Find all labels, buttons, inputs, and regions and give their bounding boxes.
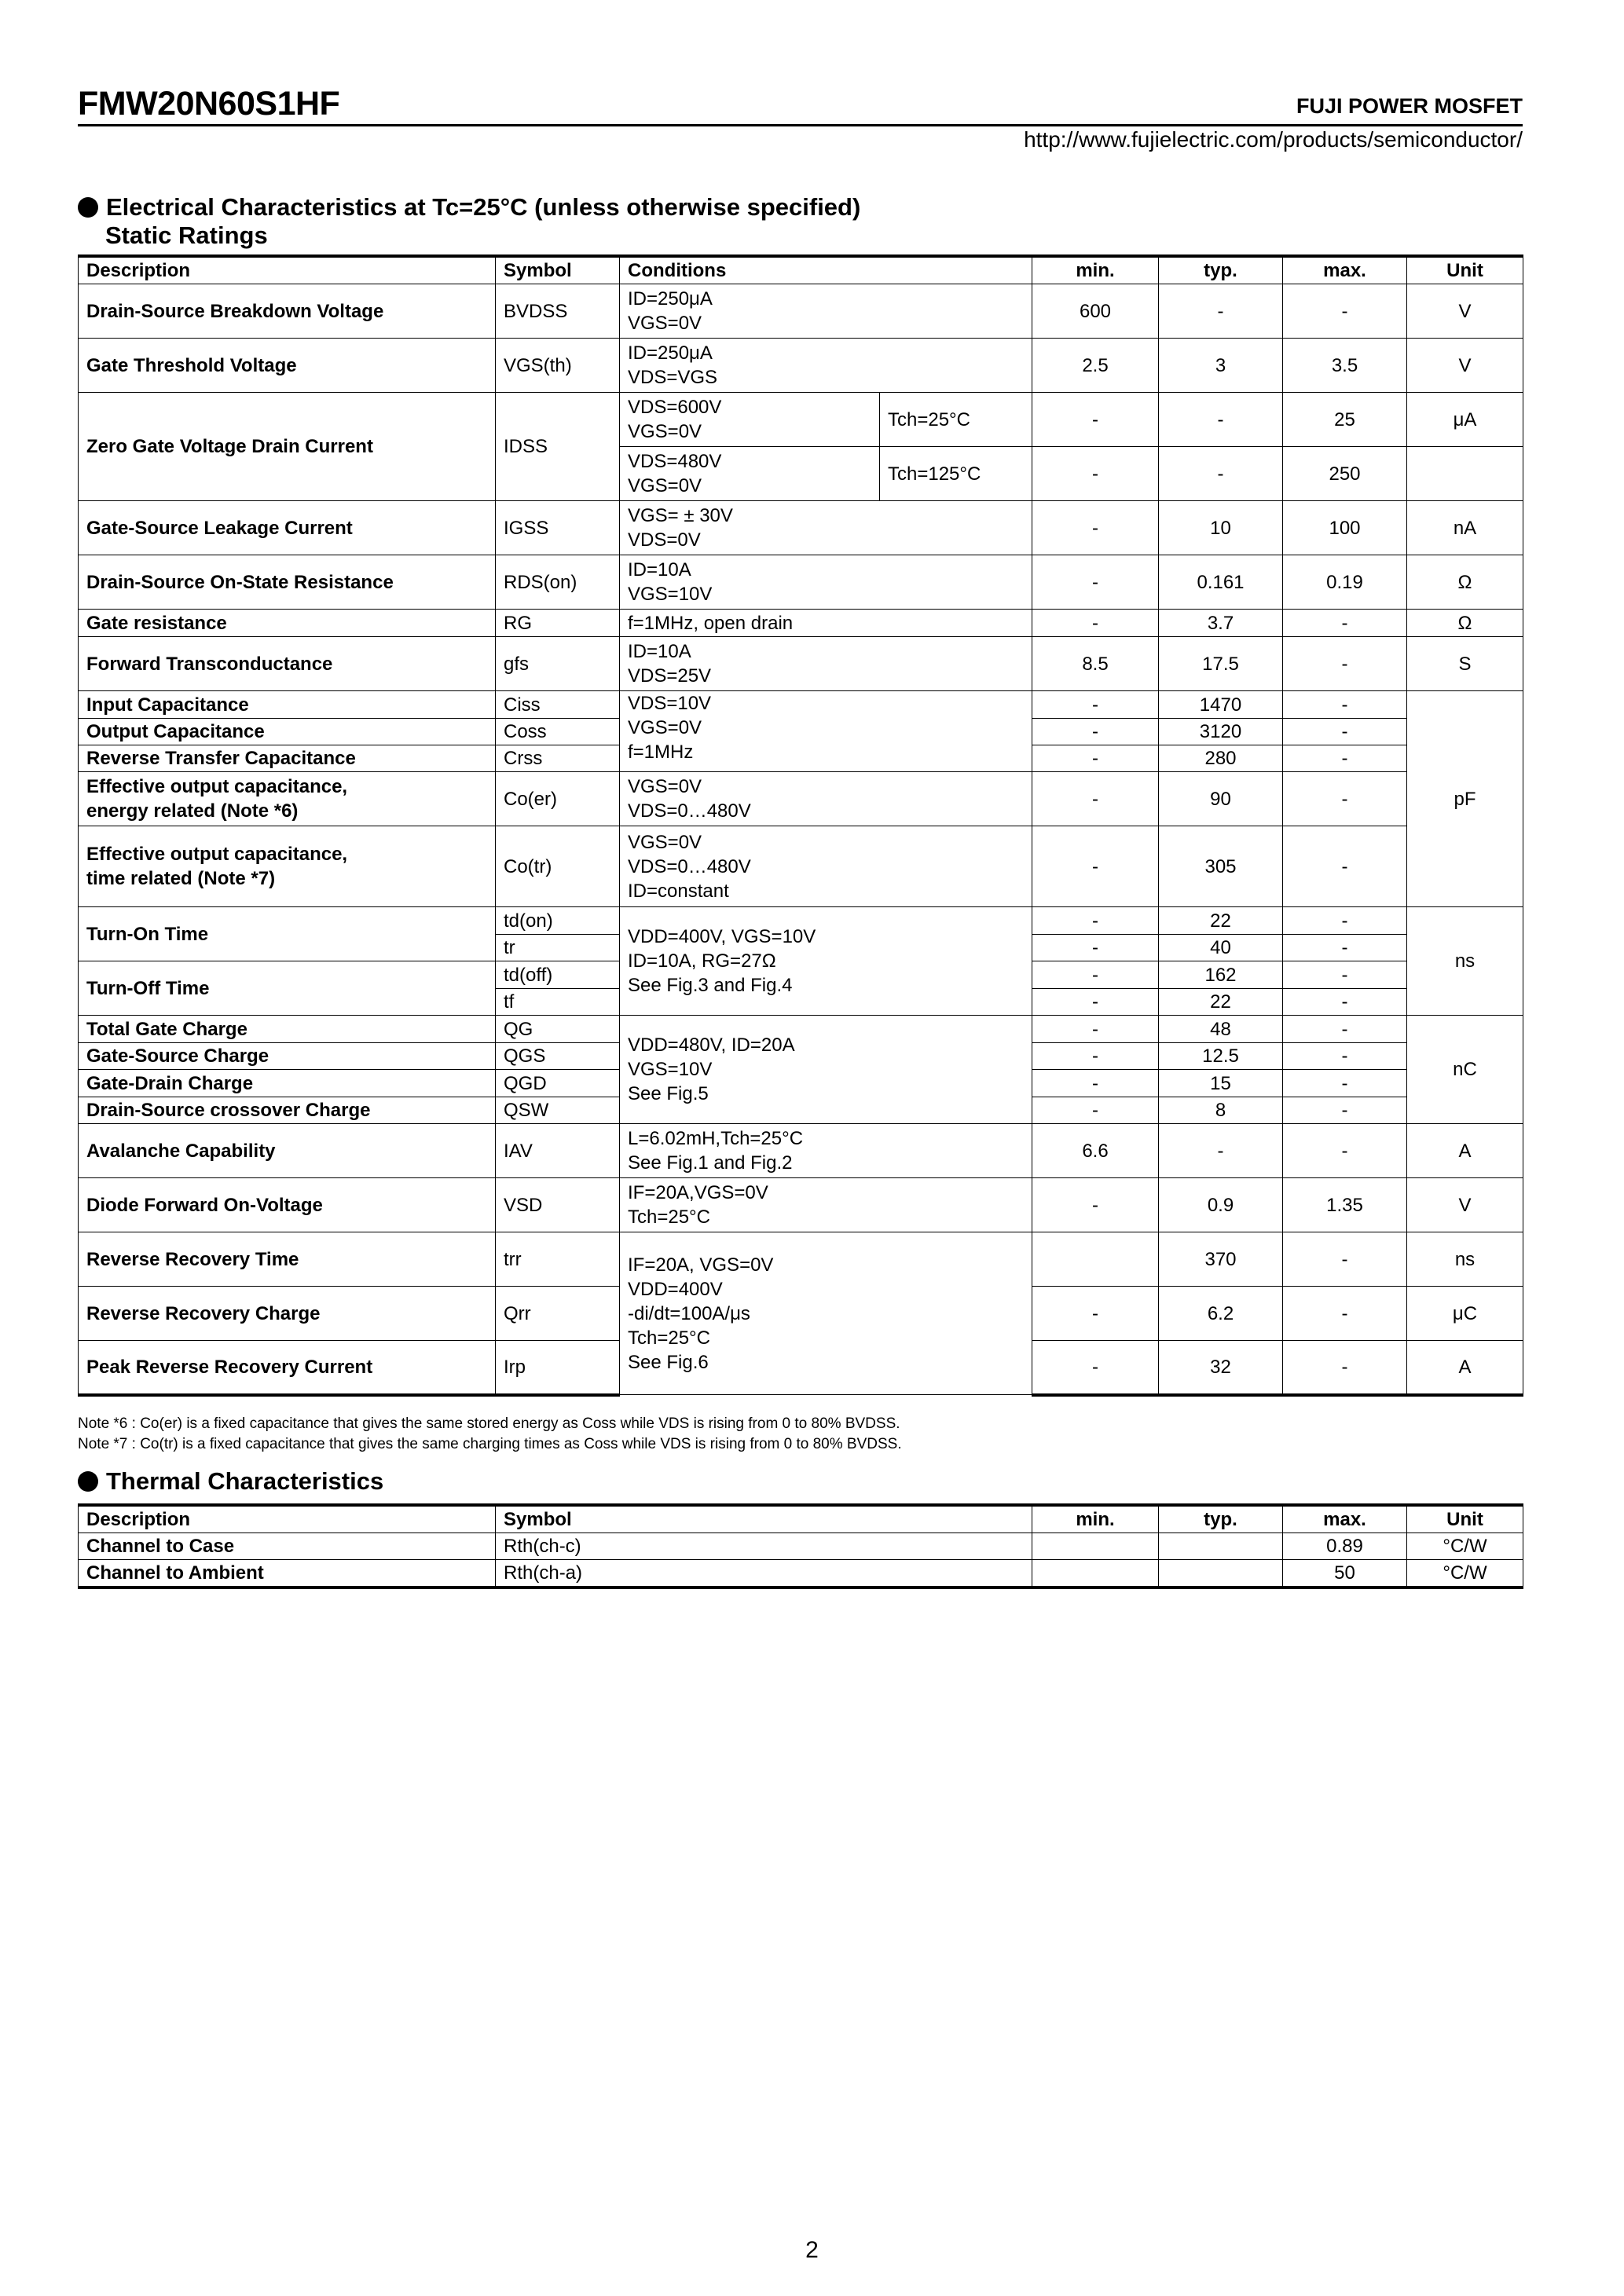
- row-min: -: [1032, 1341, 1159, 1395]
- part-number: FMW20N60S1HF: [78, 85, 340, 123]
- col-min: min.: [1032, 256, 1159, 284]
- row-min: -: [1032, 961, 1159, 989]
- row-symbol: QGS: [496, 1043, 620, 1070]
- capacitance-conditions: VDS=10V VGS=0V f=1MHz: [620, 691, 1032, 772]
- row-symbol: BVDSS: [496, 284, 620, 339]
- table-row: [79, 339, 1523, 393]
- row-symbol: Co(tr): [496, 826, 620, 907]
- row-max: 0.19: [1283, 555, 1407, 610]
- table-row: [79, 284, 1523, 339]
- row-unit: ns: [1407, 1232, 1523, 1287]
- row-min: [1032, 1232, 1159, 1287]
- row-max: -: [1283, 637, 1407, 691]
- row-symbol: Co(er): [496, 772, 620, 826]
- row-conditions: VGS= ± 30V VDS=0V: [620, 501, 1032, 555]
- row-unit: °C/W: [1407, 1560, 1523, 1588]
- row-unit: [1407, 447, 1523, 501]
- row-max: 100: [1283, 501, 1407, 555]
- row-typ: 0.9: [1159, 1178, 1283, 1232]
- row-description: Effective output capacitance, time related (Note *7): [79, 826, 496, 907]
- row-conditions: VDS=600V VGS=0V: [620, 393, 880, 447]
- col-unit: Unit: [1407, 256, 1523, 284]
- row-description: Reverse Recovery Time: [79, 1232, 496, 1287]
- row-min: -: [1032, 719, 1159, 745]
- row-description: Avalanche Capability: [79, 1124, 496, 1178]
- row-min: -: [1032, 1287, 1159, 1341]
- row-min: -: [1032, 935, 1159, 961]
- row-conditions: L=6.02mH,Tch=25°C See Fig.1 and Fig.2: [620, 1124, 1032, 1178]
- gate-charge-conditions: VDD=480V, ID=20A VGS=10V See Fig.5: [620, 1016, 1032, 1124]
- col-symbol: Symbol: [496, 256, 620, 284]
- row-typ: 1470: [1159, 691, 1283, 719]
- row-description: Gate Threshold Voltage: [79, 339, 496, 393]
- table-row: [79, 637, 1523, 691]
- row-max: -: [1283, 907, 1407, 935]
- row-max: 1.35: [1283, 1178, 1407, 1232]
- row-symbol: td(on): [496, 907, 620, 935]
- table-row: [79, 772, 1523, 826]
- row-min: -: [1032, 1070, 1159, 1097]
- row-min: -: [1032, 555, 1159, 610]
- reverse-recovery-conditions: IF=20A, VGS=0V VDD=400V -di/dt=100A/μs Tch=25°C See Fig.6: [620, 1232, 1032, 1395]
- row-description: Zero Gate Voltage Drain Current: [79, 393, 496, 501]
- row-min: -: [1032, 393, 1159, 447]
- row-typ: 32: [1159, 1341, 1283, 1395]
- page-number: 2: [805, 2237, 819, 2263]
- row-typ: 0.161: [1159, 555, 1283, 610]
- table-notes: [78, 1414, 902, 1455]
- row-typ: 3120: [1159, 719, 1283, 745]
- table-row: [79, 1533, 1523, 1560]
- electrical-characteristics-table: [78, 255, 1523, 1397]
- row-typ: [1159, 1533, 1283, 1560]
- row-max: -: [1283, 1043, 1407, 1070]
- row-unit: V: [1407, 339, 1523, 393]
- row-max: -: [1283, 1124, 1407, 1178]
- row-max: -: [1283, 1070, 1407, 1097]
- gate-charge-unit: nC: [1407, 1016, 1523, 1124]
- row-description: Drain-Source On-State Resistance: [79, 555, 496, 610]
- row-description: Turn-Off Time: [79, 961, 496, 1016]
- row-max: -: [1283, 1097, 1407, 1124]
- row-typ: 90: [1159, 772, 1283, 826]
- row-typ: 3.7: [1159, 610, 1283, 637]
- row-min: [1032, 1560, 1159, 1588]
- row-description: Drain-Source crossover Charge: [79, 1097, 496, 1124]
- row-max: -: [1283, 1016, 1407, 1043]
- row-min: 600: [1032, 284, 1159, 339]
- row-symbol: VGS(th): [496, 339, 620, 393]
- row-symbol: QGD: [496, 1070, 620, 1097]
- row-max: 250: [1283, 447, 1407, 501]
- row-symbol: Rth(ch-a): [496, 1560, 1032, 1588]
- row-unit: μA: [1407, 393, 1523, 447]
- row-typ: 162: [1159, 961, 1283, 989]
- row-max: -: [1283, 1232, 1407, 1287]
- table-row: [79, 691, 1523, 719]
- row-symbol: RDS(on): [496, 555, 620, 610]
- table-row: [79, 393, 1523, 447]
- row-max: -: [1283, 1341, 1407, 1395]
- table-row: [79, 1178, 1523, 1232]
- table-row: [79, 907, 1523, 935]
- note-6: Note *6 : Co(er) is a fixed capacitance that gives the same stored energy as Coss while VDS is rising from 0 to 80% BVDSS.: [78, 1415, 900, 1432]
- thermal-title-text: Thermal Characteristics: [106, 1467, 384, 1495]
- row-symbol: Ciss: [496, 691, 620, 719]
- row-symbol: IAV: [496, 1124, 620, 1178]
- row-min: -: [1032, 501, 1159, 555]
- row-description: Gate-Source Leakage Current: [79, 501, 496, 555]
- row-conditions: VGS=0V VDS=0…480V: [620, 772, 1032, 826]
- row-typ: 8: [1159, 1097, 1283, 1124]
- bullet-icon: [78, 197, 98, 218]
- row-min: 2.5: [1032, 339, 1159, 393]
- row-min: -: [1032, 1016, 1159, 1043]
- row-max: -: [1283, 935, 1407, 961]
- row-description: Gate-Source Charge: [79, 1043, 496, 1070]
- col-symbol: Symbol: [496, 1505, 1032, 1533]
- row-min: -: [1032, 745, 1159, 772]
- col-typ: typ.: [1159, 1505, 1283, 1533]
- row-description: Turn-On Time: [79, 907, 496, 961]
- row-description: Output Capacitance: [79, 719, 496, 745]
- row-typ: [1159, 1560, 1283, 1588]
- table-row: [79, 1232, 1523, 1287]
- row-min: -: [1032, 826, 1159, 907]
- row-conditions: ID=10A VDS=25V: [620, 637, 1032, 691]
- col-min: min.: [1032, 1505, 1159, 1533]
- row-symbol: QSW: [496, 1097, 620, 1124]
- row-symbol: Crss: [496, 745, 620, 772]
- thermal-characteristics-table: [78, 1503, 1523, 1589]
- row-min: -: [1032, 907, 1159, 935]
- row-min: 8.5: [1032, 637, 1159, 691]
- switching-conditions: VDD=400V, VGS=10V ID=10A, RG=27Ω See Fig.3 and Fig.4: [620, 907, 1032, 1016]
- table-row: [79, 610, 1523, 637]
- row-max: -: [1283, 826, 1407, 907]
- row-min: -: [1032, 1097, 1159, 1124]
- row-conditions: f=1MHz, open drain: [620, 610, 1032, 637]
- row-typ: 40: [1159, 935, 1283, 961]
- row-symbol: gfs: [496, 637, 620, 691]
- row-unit: Ω: [1407, 610, 1523, 637]
- row-symbol: Rth(ch-c): [496, 1533, 1032, 1560]
- col-typ: typ.: [1159, 256, 1283, 284]
- row-conditions: ID=250μA VGS=0V: [620, 284, 1032, 339]
- switching-unit: ns: [1407, 907, 1523, 1016]
- row-typ: 15: [1159, 1070, 1283, 1097]
- row-unit: A: [1407, 1124, 1523, 1178]
- row-typ: 12.5: [1159, 1043, 1283, 1070]
- row-description: Reverse Transfer Capacitance: [79, 745, 496, 772]
- row-max: -: [1283, 961, 1407, 989]
- row-temperature: Tch=25°C: [880, 393, 1032, 447]
- note-7: Note *7 : Co(tr) is a fixed capacitance that gives the same charging times as Coss while VDS is rising from 0 to 80% BVDSS.: [78, 1436, 902, 1452]
- row-unit: nA: [1407, 501, 1523, 555]
- row-symbol: Qrr: [496, 1287, 620, 1341]
- row-typ: 22: [1159, 989, 1283, 1016]
- col-description: Description: [79, 1505, 496, 1533]
- row-unit: A: [1407, 1341, 1523, 1395]
- row-symbol: trr: [496, 1232, 620, 1287]
- row-max: -: [1283, 1287, 1407, 1341]
- row-typ: 370: [1159, 1232, 1283, 1287]
- row-max: 50: [1283, 1560, 1407, 1588]
- row-unit: V: [1407, 1178, 1523, 1232]
- row-typ: 48: [1159, 1016, 1283, 1043]
- row-description: Forward Transconductance: [79, 637, 496, 691]
- table-row: [79, 826, 1523, 907]
- row-unit: °C/W: [1407, 1533, 1523, 1560]
- row-typ: 305: [1159, 826, 1283, 907]
- row-typ: -: [1159, 447, 1283, 501]
- row-description: Effective output capacitance, energy related (Note *6): [79, 772, 496, 826]
- brand-label: FUJI POWER MOSFET: [1296, 94, 1523, 118]
- capacitance-unit: pF: [1407, 691, 1523, 907]
- row-symbol: IGSS: [496, 501, 620, 555]
- row-min: -: [1032, 691, 1159, 719]
- table-row: [79, 1124, 1523, 1178]
- website-link[interactable]: http://www.fujielectric.com/products/semiconductor/: [1024, 127, 1523, 152]
- col-max: max.: [1283, 256, 1407, 284]
- header-rule: [78, 124, 1523, 126]
- row-conditions: VDS=480V VGS=0V: [620, 447, 880, 501]
- row-unit: μC: [1407, 1287, 1523, 1341]
- row-min: -: [1032, 1178, 1159, 1232]
- row-max: -: [1283, 745, 1407, 772]
- row-description: Total Gate Charge: [79, 1016, 496, 1043]
- row-symbol: RG: [496, 610, 620, 637]
- row-description: Reverse Recovery Charge: [79, 1287, 496, 1341]
- thermal-section-title: [78, 1467, 383, 1496]
- table-header-row: [79, 256, 1523, 284]
- row-symbol: VSD: [496, 1178, 620, 1232]
- row-typ: -: [1159, 284, 1283, 339]
- row-description: Gate resistance: [79, 610, 496, 637]
- row-typ: 17.5: [1159, 637, 1283, 691]
- row-max: -: [1283, 772, 1407, 826]
- row-description: Peak Reverse Recovery Current: [79, 1341, 496, 1395]
- row-unit: S: [1407, 637, 1523, 691]
- col-unit: Unit: [1407, 1505, 1523, 1533]
- electrical-section-title: [78, 193, 860, 222]
- static-ratings-subtitle: Static Ratings: [105, 222, 268, 249]
- col-max: max.: [1283, 1505, 1407, 1533]
- row-typ: -: [1159, 1124, 1283, 1178]
- row-max: -: [1283, 691, 1407, 719]
- row-conditions: IF=20A,VGS=0V Tch=25°C: [620, 1178, 1032, 1232]
- row-unit: V: [1407, 284, 1523, 339]
- row-max: -: [1283, 719, 1407, 745]
- row-conditions: ID=10A VGS=10V: [620, 555, 1032, 610]
- row-max: -: [1283, 610, 1407, 637]
- row-typ: 3: [1159, 339, 1283, 393]
- row-description: Channel to Case: [79, 1533, 496, 1560]
- row-min: -: [1032, 447, 1159, 501]
- row-max: 25: [1283, 393, 1407, 447]
- row-symbol: tr: [496, 935, 620, 961]
- row-typ: 10: [1159, 501, 1283, 555]
- row-symbol: Irp: [496, 1341, 620, 1395]
- row-description: Diode Forward On-Voltage: [79, 1178, 496, 1232]
- row-typ: 22: [1159, 907, 1283, 935]
- row-symbol: QG: [496, 1016, 620, 1043]
- col-conditions: Conditions: [620, 256, 1032, 284]
- row-typ: 6.2: [1159, 1287, 1283, 1341]
- row-conditions: VGS=0V VDS=0…480V ID=constant: [620, 826, 1032, 907]
- table-row: [79, 501, 1523, 555]
- row-conditions: ID=250μA VDS=VGS: [620, 339, 1032, 393]
- row-min: -: [1032, 610, 1159, 637]
- electrical-title-text: Electrical Characteristics at Tc=25°C (unless otherwise specified): [106, 193, 861, 221]
- row-min: -: [1032, 772, 1159, 826]
- bullet-icon: [78, 1471, 98, 1492]
- row-max: -: [1283, 989, 1407, 1016]
- row-min: -: [1032, 1043, 1159, 1070]
- row-typ: 280: [1159, 745, 1283, 772]
- table-row: [79, 1560, 1523, 1588]
- table-row: [79, 555, 1523, 610]
- row-description: Drain-Source Breakdown Voltage: [79, 284, 496, 339]
- col-description: Description: [79, 256, 496, 284]
- row-symbol: td(off): [496, 961, 620, 989]
- row-max: 3.5: [1283, 339, 1407, 393]
- row-min: 6.6: [1032, 1124, 1159, 1178]
- row-unit: Ω: [1407, 555, 1523, 610]
- row-min: [1032, 1533, 1159, 1560]
- table-row: [79, 1016, 1523, 1043]
- row-max: -: [1283, 284, 1407, 339]
- row-max: 0.89: [1283, 1533, 1407, 1560]
- row-description: Input Capacitance: [79, 691, 496, 719]
- row-typ: -: [1159, 393, 1283, 447]
- row-description: Channel to Ambient: [79, 1560, 496, 1588]
- row-description: Gate-Drain Charge: [79, 1070, 496, 1097]
- row-temperature: Tch=125°C: [880, 447, 1032, 501]
- row-symbol: tf: [496, 989, 620, 1016]
- row-min: -: [1032, 989, 1159, 1016]
- table-header-row: [79, 1505, 1523, 1533]
- row-symbol: IDSS: [496, 393, 620, 501]
- row-symbol: Coss: [496, 719, 620, 745]
